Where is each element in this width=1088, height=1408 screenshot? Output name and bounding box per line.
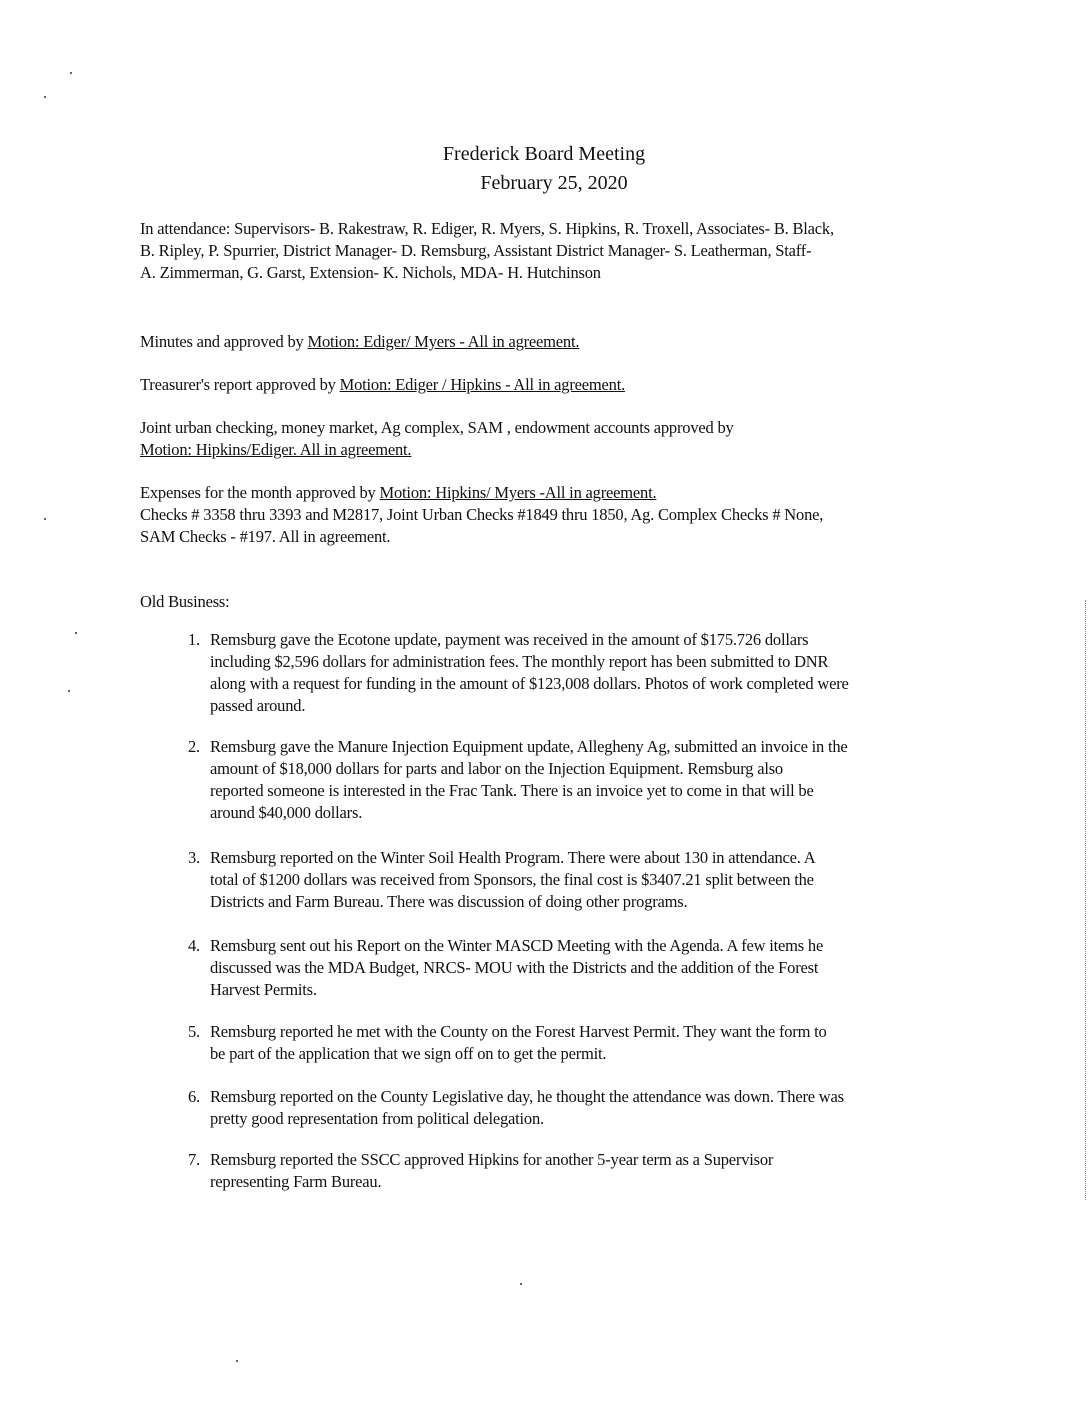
page-title: Frederick Board Meeting [442, 143, 646, 165]
old-business-heading: Old Business: [140, 592, 230, 611]
item-line: Harvest Permits. [210, 980, 317, 999]
item-line: Remsburg reported he met with the County on the Forest Harvest Permit. They want the form to [210, 1022, 827, 1041]
item-text [210, 1149, 773, 1193]
item-line: Remsburg reported the SSCC approved Hipkins for another 5-year term as a Supervisor [210, 1150, 774, 1169]
item-line: Remsburg gave the Manure Injection Equipment update, Allegheny Ag, submitted an invoice in the [210, 737, 848, 756]
attendance-line: B. Ripley, P. Spurrier, District Manager- D. Remsburg, Assistant District Manager- S. Leatherman, Staff- [140, 241, 812, 260]
item-line: along with a request for funding in the amount of $123,008 dollars. Photos of work completed were [210, 674, 849, 693]
item-text [210, 736, 848, 824]
item-line: Districts and Farm Bureau. There was discussion of doing other programs. [210, 892, 688, 911]
item-line: amount of $18,000 dollars for parts and labor on the Injection Equipment. Remsburg also [210, 759, 783, 778]
item-line: around $40,000 dollars. [210, 803, 363, 822]
item-number: 6. [188, 1087, 200, 1106]
item-line: Remsburg sent out his Report on the Winter MASCD Meeting with the Agenda. A few items he [210, 936, 824, 955]
treasurer-report [140, 374, 625, 396]
item-line: reported someone is interested in the Frac Tank. There is an invoice yet to come in that will be [210, 781, 814, 800]
scan-speck [68, 690, 70, 692]
scan-speck [44, 96, 46, 98]
attendance-line: In attendance: Supervisors- B. Rakestraw, R. Ediger, R. Myers, S. Hipkins, R. Troxell, Associates- B. Black, [140, 219, 834, 238]
item-text [210, 1086, 844, 1130]
checks-line: Checks # 3358 thru 3393 and M2817, Joint Urban Checks #1849 thru 1850, Ag. Complex Checks # None, [140, 505, 824, 524]
item-line: pretty good representation from political delegation. [210, 1109, 544, 1128]
meeting-date: February 25, 2020 [480, 172, 628, 194]
item-text [210, 1021, 827, 1065]
checks-line: SAM Checks - #197. All in agreement. [140, 527, 391, 546]
item-line: passed around. [210, 696, 306, 715]
item-line: total of $1200 dollars was received from Sponsors, the final cost is $3407.21 split between the [210, 870, 814, 889]
minutes-approval [140, 331, 579, 353]
item-line: representing Farm Bureau. [210, 1172, 382, 1191]
item-text [210, 935, 823, 1001]
minutes-motion: Motion: Ediger/ Myers - All in agreement. [307, 332, 580, 351]
attendance-line: A. Zimmerman, G. Garst, Extension- K. Nichols, MDA- H. Hutchinson [140, 263, 601, 282]
scan-speck [75, 632, 77, 634]
item-line: Remsburg gave the Ecotone update, payment was received in the amount of $175.726 dollars [210, 630, 809, 649]
item-number: 1. [188, 630, 200, 649]
expenses-motion: Motion: Hipkins/ Myers -All in agreement. [379, 483, 657, 502]
item-line: including $2,596 dollars for administration fees. The monthly report has been submitted to DNR [210, 652, 829, 671]
item-number: 2. [188, 737, 200, 756]
scan-speck [520, 1283, 522, 1285]
attendance [140, 218, 834, 284]
expenses-text: Expenses for the month approved by [140, 483, 380, 502]
accounts-text: Joint urban checking, money market, Ag complex, SAM , endowment accounts approved by [140, 418, 734, 437]
item-text [210, 629, 849, 717]
item-number: 3. [188, 848, 200, 867]
scan-speck [236, 1360, 238, 1362]
treasurer-text: Treasurer's report approved by [140, 375, 340, 394]
scan-speck [70, 72, 72, 74]
item-number: 4. [188, 936, 200, 955]
scan-edge [1084, 600, 1086, 1200]
scan-speck [44, 518, 46, 520]
item-text [210, 847, 815, 913]
item-number: 7. [188, 1150, 200, 1169]
minutes-text: Minutes and approved by [140, 332, 308, 351]
treasurer-motion: Motion: Ediger / Hipkins - All in agreement. [339, 375, 626, 394]
item-line: Remsburg reported on the Winter Soil Health Program. There were about 130 in attendance. A [210, 848, 816, 867]
item-line: Remsburg reported on the County Legislative day, he thought the attendance was down. There was [210, 1087, 844, 1106]
item-line: be part of the application that we sign off on to get the permit. [210, 1044, 607, 1063]
item-number: 5. [188, 1022, 200, 1041]
item-line: discussed was the MDA Budget, NRCS- MOU with the Districts and the addition of the Forest [210, 958, 819, 977]
expenses-approval [140, 482, 823, 548]
accounts-approval [140, 417, 734, 461]
accounts-motion: Motion: Hipkins/Ediger. All in agreement. [140, 440, 412, 459]
